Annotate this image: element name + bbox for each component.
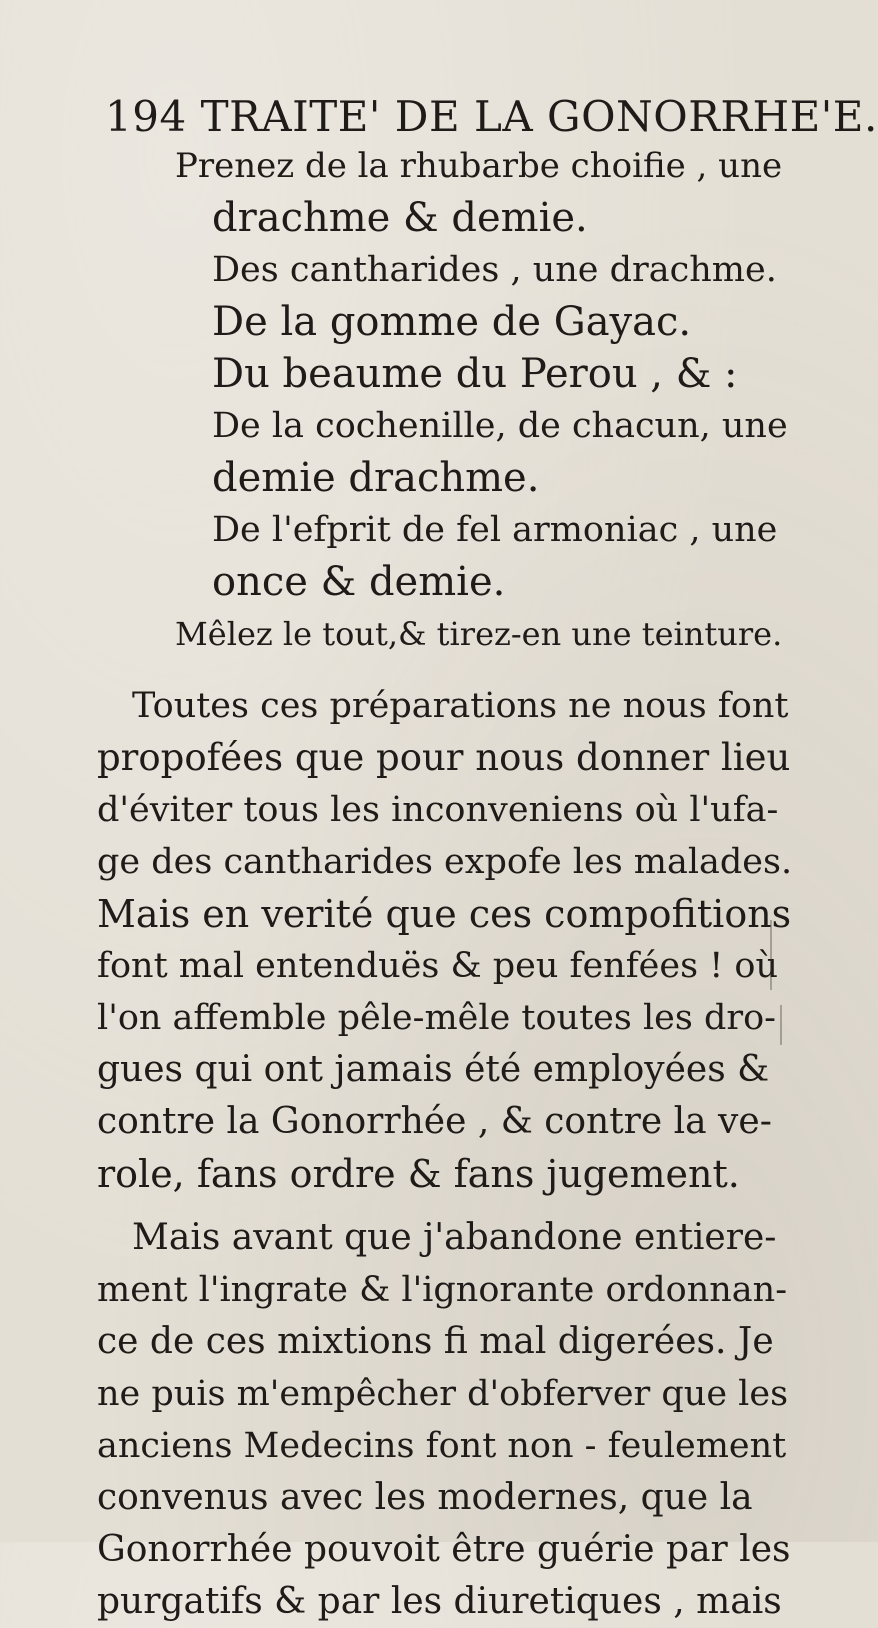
recipe-line: De la gomme de Gayac. <box>212 299 692 345</box>
running-title: TRAITE' DE LA GONORRHE'E. <box>200 92 878 141</box>
text-line: convenus avec les modernes, que la <box>97 1477 753 1518</box>
text-line: Toutes ces préparations ne nous font <box>132 686 789 726</box>
recipe-line: Prenez de la rhubarbe choifie , une <box>175 146 783 186</box>
recipe-line: demie drachme. <box>212 455 540 501</box>
recipe-line: De la cochenille, de chacun, une <box>212 406 788 446</box>
text-line: role, fans ordre & fans jugement. <box>97 1152 740 1196</box>
text-line: ge des cantharides expofe les malades. <box>97 842 793 882</box>
recipe-line: once & demie. <box>212 559 506 605</box>
recipe-line: Mêlez le tout,& tirez-en une teinture. <box>175 615 783 653</box>
text-line: Gonorrhée pouvoit être guérie par les <box>97 1529 791 1570</box>
page-number: 194 <box>105 92 187 141</box>
text-line: ment l'ingrate & l'ignorante ordonnan- <box>97 1270 788 1310</box>
text-line: propofées que pour nous donner lieu <box>97 736 791 779</box>
text-line: gues qui ont jamais été employées & <box>97 1049 770 1090</box>
text-line: l'on affemble pêle-mêle toutes les dro- <box>97 998 776 1038</box>
recipe-line: drachme & demie. <box>212 195 588 241</box>
text-line: ce de ces mixtions fi mal digerées. Je <box>97 1321 774 1362</box>
recipe-line: Du beaume du Perou , & : <box>212 351 738 397</box>
text-line: anciens Medecins font non - feulement <box>97 1426 787 1466</box>
text-line: d'éviter tous les inconveniens où l'ufa- <box>97 790 779 830</box>
running-header <box>105 92 878 141</box>
page-edge-mark <box>780 1005 782 1045</box>
text-line: Mais avant que j'abandone entiere- <box>132 1217 777 1258</box>
text-line: contre la Gonorrhée , & contre la ve- <box>97 1101 772 1142</box>
page-edge-mark <box>770 920 772 990</box>
text-line: Mais en verité que ces compofitions <box>97 892 792 936</box>
text-line: purgatifs & par les diuretiques , mais <box>97 1581 782 1622</box>
text-line: ne puis m'empêcher d'obferver que les <box>97 1374 789 1414</box>
text-line: font mal entenduës & peu fenfées ! où <box>97 946 778 986</box>
recipe-line: Des cantharides , une drachme. <box>212 250 777 290</box>
recipe-line: De l'efprit de fel armoniac , une <box>212 510 778 550</box>
